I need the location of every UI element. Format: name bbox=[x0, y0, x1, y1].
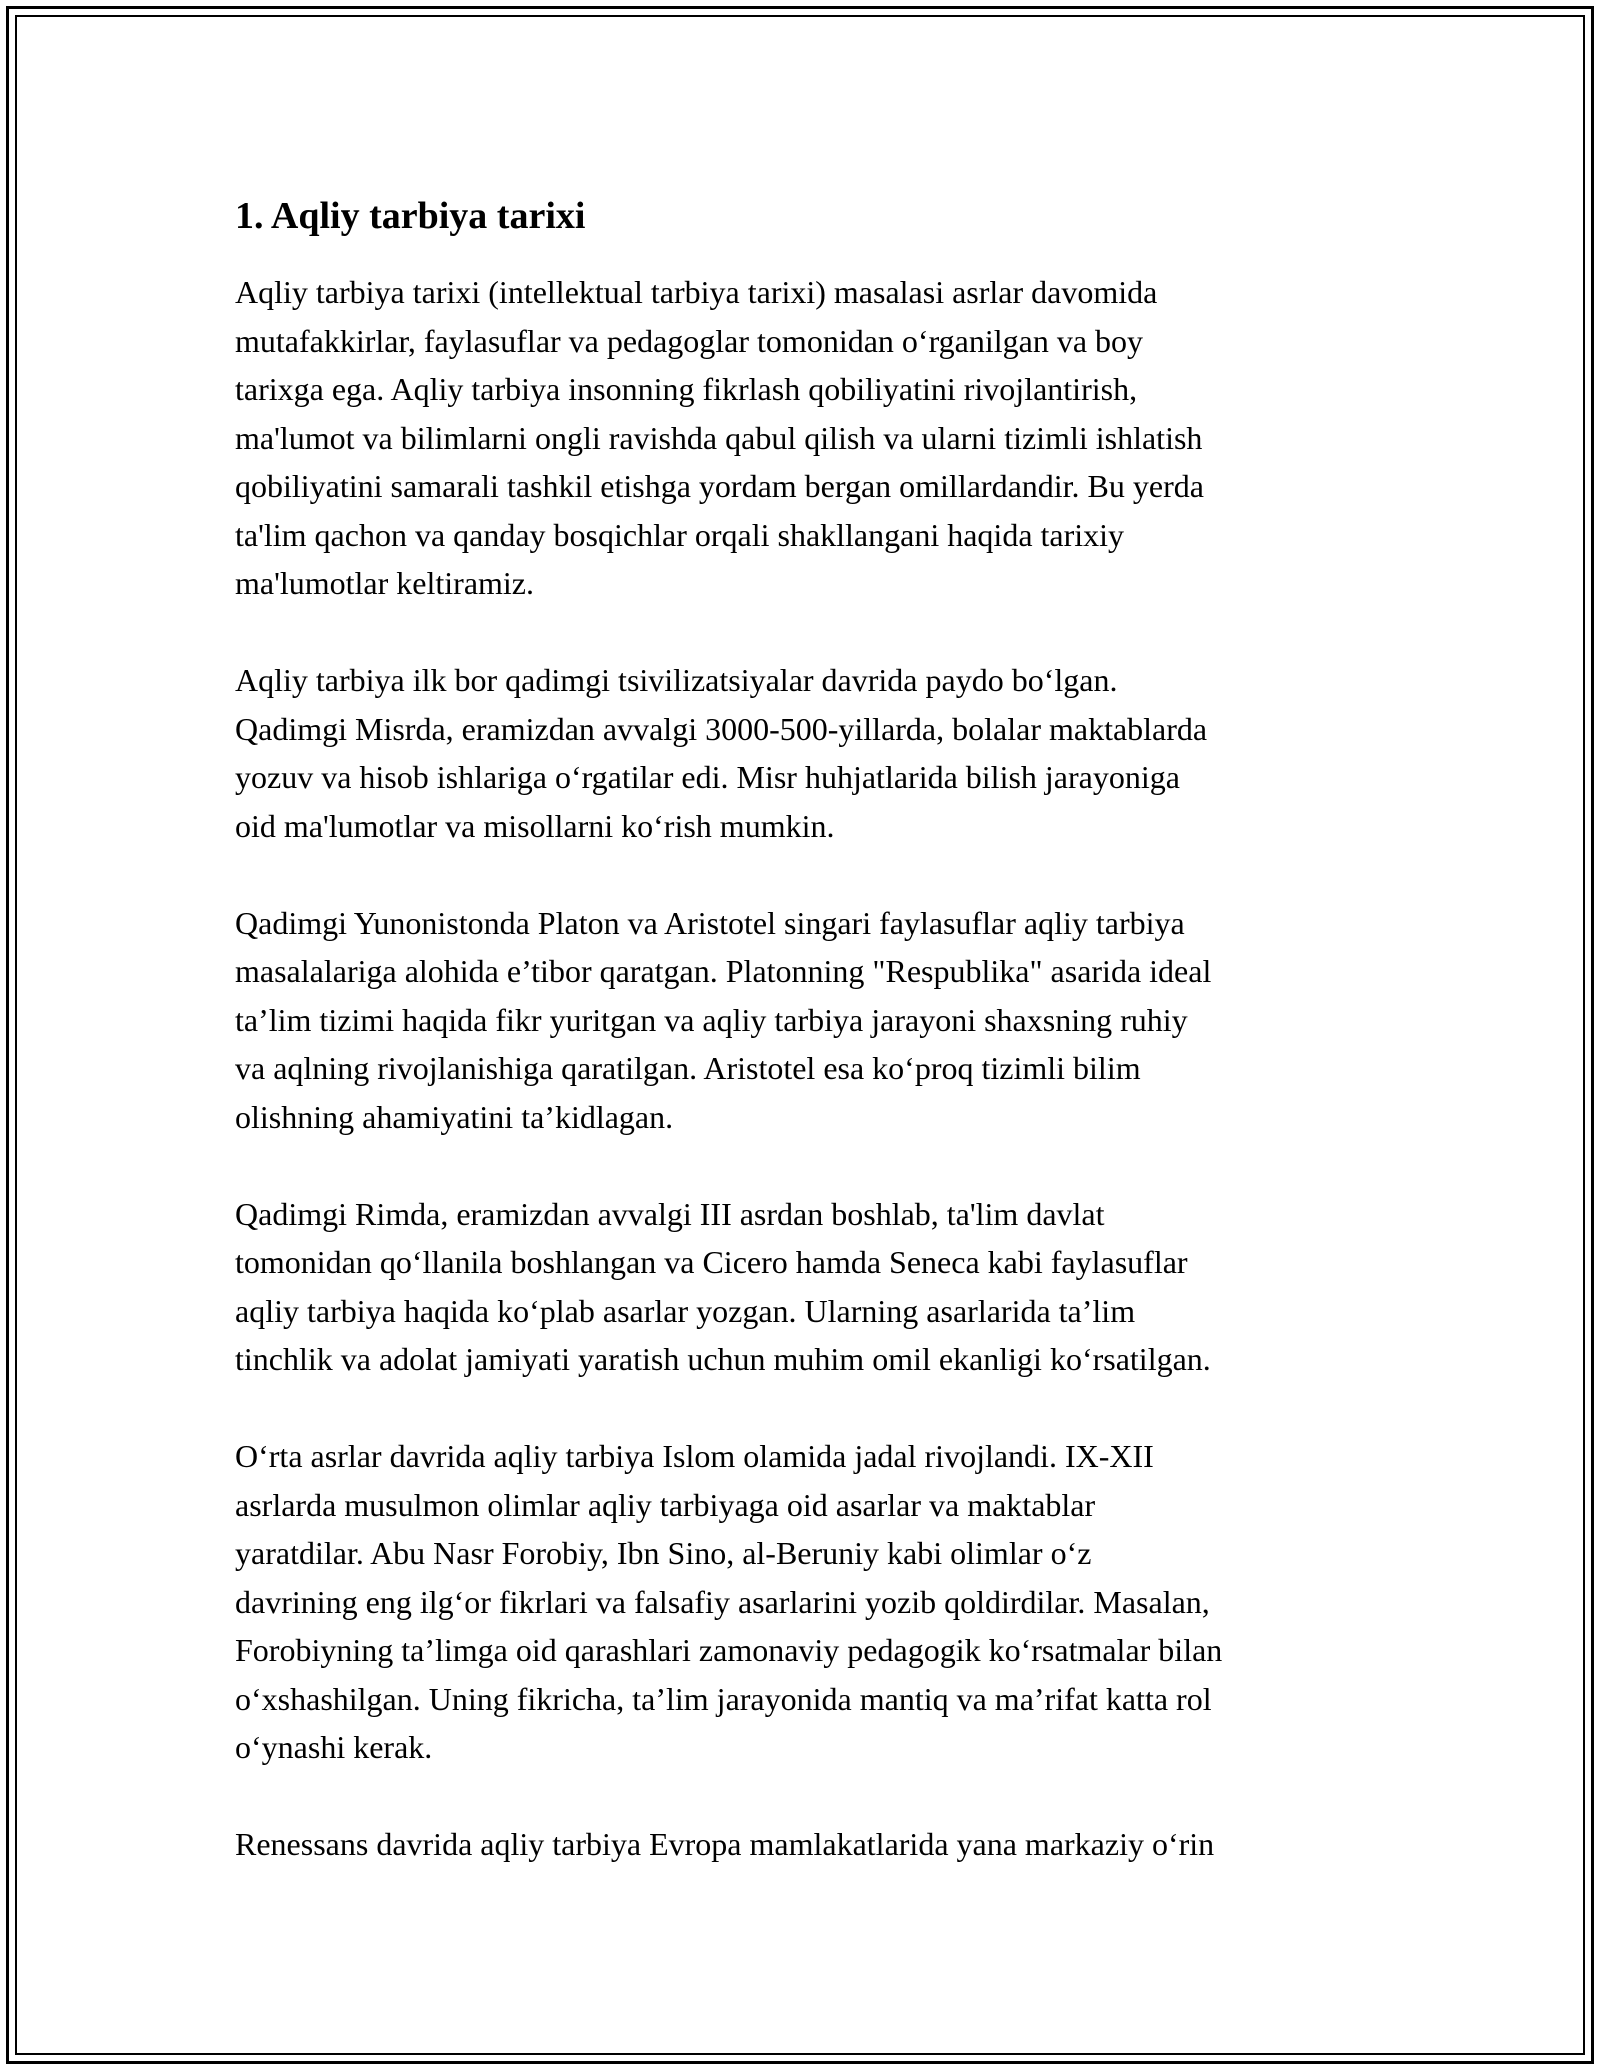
text-line: Qadimgi Yunonistonda Platon va Aristotel singari faylasuflar aqliy tarbiya bbox=[235, 904, 1185, 941]
section-heading: 1. Aqliy tarbiya tarixi bbox=[235, 195, 586, 237]
text-line: Renessans davrida aqliy tarbiya Evropa mamlakatlarida yana markaziy o‘rin bbox=[235, 1826, 1215, 1862]
text-line: asrlarda musulmon olimlar aqliy tarbiyaga oid asarlar va maktablar bbox=[235, 1486, 1096, 1523]
text-line: Aqliy tarbiya tarixi (intellektual tarbiya tarixi) masalasi asrlar davomida bbox=[235, 274, 1158, 310]
text-line: aqliy tarbiya haqida ko‘plab asarlar yozgan. Ularning asarlarida ta’lim bbox=[235, 1292, 1136, 1329]
paragraph-1 bbox=[235, 268, 1375, 608]
text-line: Qadimgi Rimda, eramizdan avvalgi III asrdan boshlab, ta'lim davlat bbox=[235, 1195, 1105, 1232]
text-line: ma'lumotlar keltiramiz. bbox=[235, 565, 534, 601]
paragraph-4 bbox=[235, 1190, 1375, 1384]
text-line: yozuv va hisob ishlariga o‘rgatilar edi. Misr huhjatlarida bilish jarayoniga bbox=[235, 759, 1180, 795]
text-line: O‘rta asrlar davrida aqliy tarbiya Islom olamida jadal rivojlandi. IX-XII bbox=[235, 1438, 1154, 1474]
text-line: o‘xshashilgan. Uning fikricha, ta’lim jarayonida mantiq va ma’rifat katta rol bbox=[235, 1680, 1212, 1717]
text-line: o‘ynashi kerak. bbox=[235, 1729, 433, 1765]
text-line: va aqlning rivojlanishiga qaratilgan. Aristotel esa ko‘proq tizimli bilim bbox=[235, 1050, 1141, 1086]
paragraph-6 bbox=[235, 1820, 1375, 1869]
text-line: tinchlik va adolat jamiyati yaratish uchun muhim omil ekanligi ko‘rsatilgan. bbox=[235, 1341, 1211, 1377]
text-line: Forobiyning ta’limga oid qarashlari zamonaviy pedagogik ko‘rsatmalar bilan bbox=[235, 1632, 1223, 1668]
text-line: Aqliy tarbiya ilk bor qadimgi tsivilizatsiyalar davrida paydo bo‘lgan. bbox=[235, 662, 1118, 698]
text-line: ta'lim qachon va qanday bosqichlar orqali shakllangani haqida tarixiy bbox=[235, 516, 1125, 553]
text-line: oid ma'lumotlar va misollarni ko‘rish mumkin. bbox=[235, 807, 835, 844]
paragraph-2 bbox=[235, 656, 1375, 850]
text-line: Qadimgi Misrda, eramizdan avvalgi 3000-500-yillarda, bolalar maktablarda bbox=[235, 710, 1208, 747]
text-line: ma'lumot va bilimlarni ongli ravishda qabul qilish va ularni tizimli ishlatish bbox=[235, 419, 1203, 456]
text-line: yaratdilar. Abu Nasr Forobiy, Ibn Sino, al-Beruniy kabi olimlar o‘z bbox=[235, 1535, 1092, 1571]
text-line: ta’lim tizimi haqida fikr yuritgan va aqliy tarbiya jarayoni shaxsning ruhiy bbox=[235, 1001, 1188, 1038]
text-line: davrining eng ilg‘or fikrlari va falsafiy asarlarini yozib qoldirdilar. Masalan, bbox=[235, 1583, 1210, 1620]
text-line: masalalariga alohida e’tibor qaratgan. Platonning "Respublika" asarida ideal bbox=[235, 953, 1212, 989]
paragraph-5 bbox=[235, 1432, 1375, 1772]
text-line: qobiliyatini samarali tashkil etishga yordam bergan omillardandir. Bu yerda bbox=[235, 468, 1204, 504]
paragraph-3 bbox=[235, 899, 1375, 1142]
text-line: mutafakkirlar, faylasuflar va pedagoglar tomonidan o‘rganilgan va boy bbox=[235, 322, 1144, 359]
text-line: tarixga ega. Aqliy tarbiya insonning fikrlash qobiliyatini rivojlantirish, bbox=[235, 371, 1138, 407]
document-body bbox=[235, 190, 1375, 1917]
text-line: olishning ahamiyatini ta’kidlagan. bbox=[235, 1098, 674, 1135]
text-line: tomonidan qo‘llanila boshlangan va Cicero hamda Seneca kabi faylasuflar bbox=[235, 1244, 1188, 1280]
